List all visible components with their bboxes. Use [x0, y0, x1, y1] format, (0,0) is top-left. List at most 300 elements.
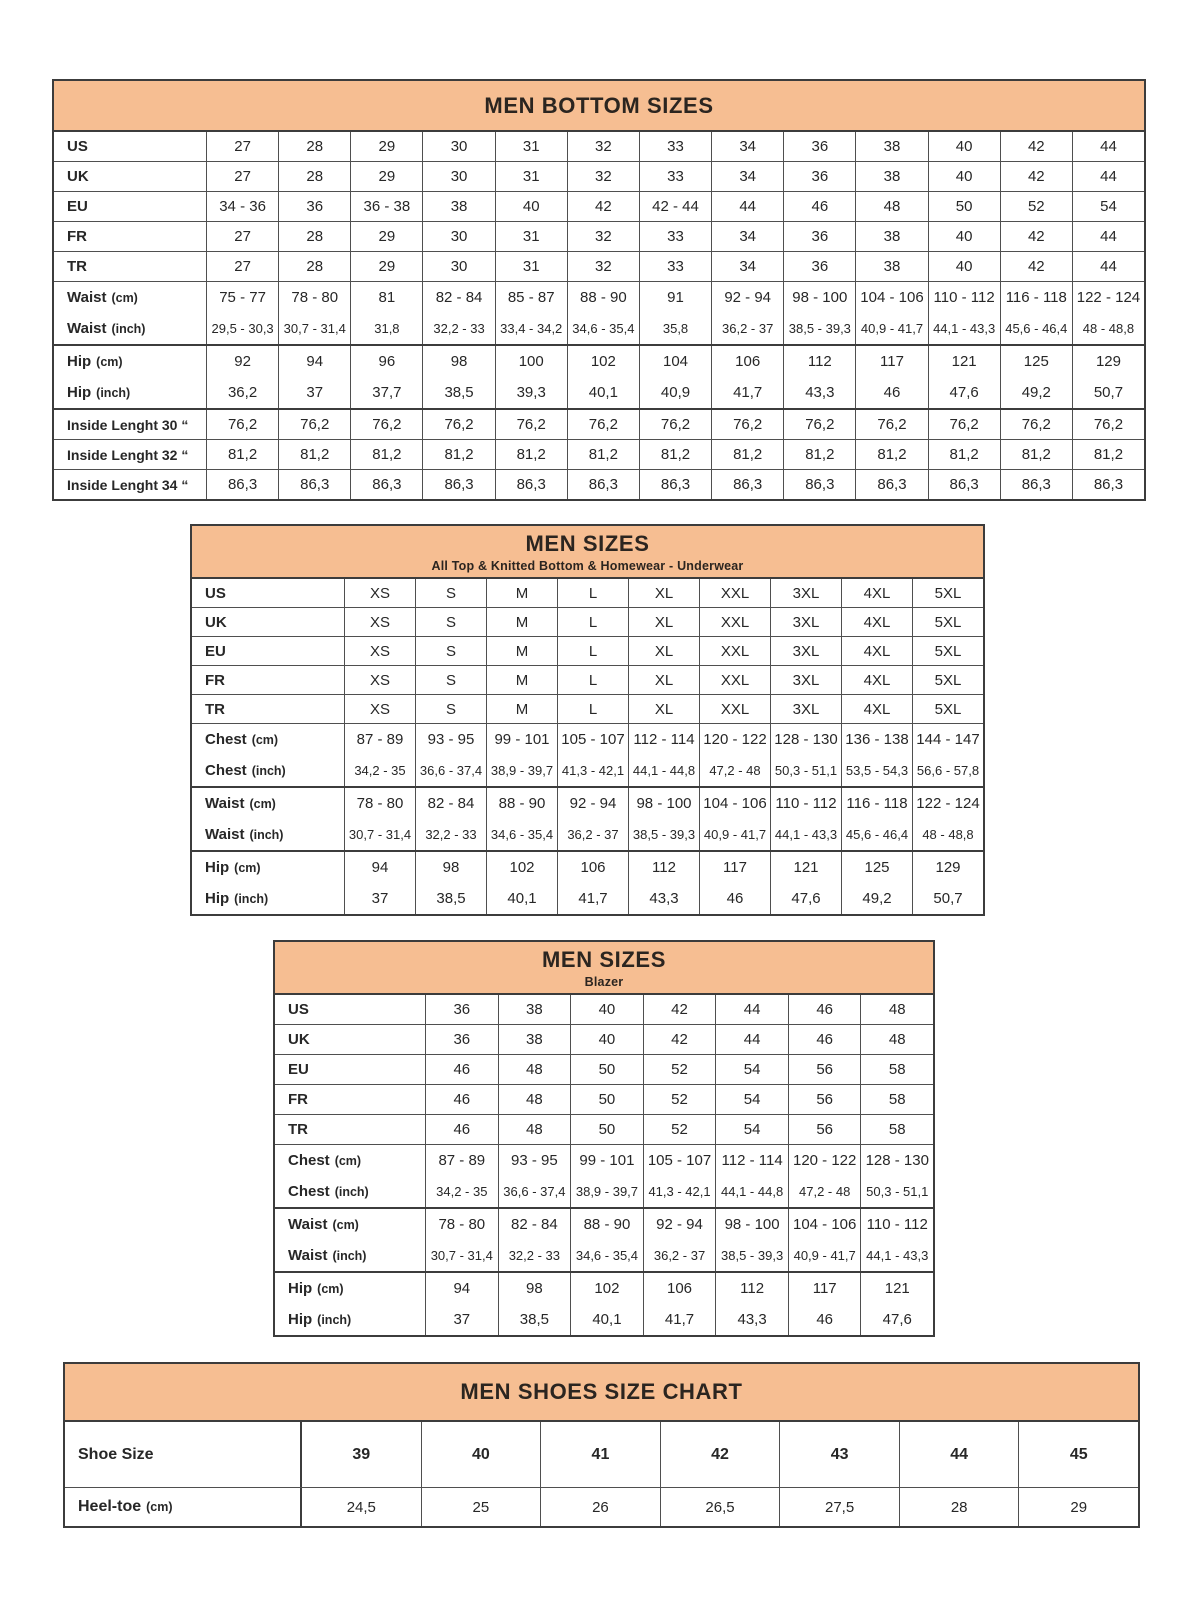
row-label-unit: (inch): [251, 763, 286, 778]
value-cell: 46: [425, 1115, 498, 1144]
table-title: MEN SHOES SIZE CHART: [460, 1379, 743, 1404]
value-cell: 48 - 48,8: [912, 819, 983, 850]
value-cell: 5XL: [912, 666, 983, 694]
value-cell: 43,3: [715, 1304, 788, 1335]
row-label: [54, 252, 206, 281]
value-cell: XXL: [699, 608, 770, 636]
value-cell: 104 - 106: [788, 1209, 861, 1240]
value-cell: 3XL: [770, 608, 841, 636]
value-cell: 5XL: [912, 579, 983, 607]
value-cell: 94: [425, 1273, 498, 1304]
value-cell: 37: [344, 883, 415, 914]
value-cell: 28: [278, 222, 350, 251]
row-group: [192, 666, 983, 695]
row-label-text: Waist: [205, 826, 245, 843]
value-cell: 35,8: [639, 313, 711, 344]
value-cell: 4XL: [841, 637, 912, 665]
row-label: [192, 819, 344, 850]
value-cell: S: [415, 637, 486, 665]
value-cell: XXL: [699, 695, 770, 723]
row-group: [275, 1085, 933, 1115]
value-cell: 58: [860, 1085, 933, 1114]
row-label-text: US: [288, 1001, 309, 1018]
value-cell: 86,3: [1000, 470, 1072, 499]
value-cell: 82 - 84: [415, 788, 486, 819]
value-cell: 48: [498, 1085, 571, 1114]
table-title: MEN SIZES: [542, 946, 666, 972]
row-label-text: Waist: [205, 795, 245, 812]
row-label-unit: (inch): [234, 891, 269, 906]
value-cell: 121: [770, 852, 841, 883]
value-cell: 30: [422, 132, 494, 161]
value-cell: 30: [422, 252, 494, 281]
value-cell: 42: [643, 995, 716, 1024]
row-group: [275, 995, 933, 1025]
row-label: [192, 579, 344, 607]
value-cell: 52: [643, 1085, 716, 1114]
row-label-text: US: [67, 138, 88, 155]
row-label-text: UK: [67, 168, 89, 185]
value-cell: 50,3 - 51,1: [770, 755, 841, 786]
row-label-unit: (cm): [234, 860, 261, 875]
row-label-unit: (inch): [96, 385, 131, 400]
row-group: [192, 695, 983, 724]
value-cell: 92 - 94: [557, 788, 628, 819]
value-cell: 28: [278, 162, 350, 191]
row-label-unit: (cm): [317, 1281, 344, 1296]
value-cell: 28: [278, 132, 350, 161]
value-cell: 4XL: [841, 666, 912, 694]
value-cell: 36 - 38: [350, 192, 422, 221]
value-cell: 87 - 89: [425, 1145, 498, 1176]
row-label-text: FR: [205, 671, 225, 689]
value-cell: 88 - 90: [486, 788, 557, 819]
value-cell: XS: [344, 695, 415, 723]
value-cell: M: [486, 666, 557, 694]
row-label-text: Waist: [67, 320, 107, 337]
row-label: [275, 1273, 425, 1304]
value-cell: 106: [643, 1273, 716, 1304]
value-cell: 117: [855, 346, 927, 377]
row-label-text: Heel-toe: [78, 1498, 142, 1515]
row-label-unit: (cm): [96, 354, 123, 369]
table-row: [275, 1240, 933, 1271]
row-label: [192, 637, 344, 665]
value-cell: 116 - 118: [841, 788, 912, 819]
value-cell: 85 - 87: [495, 282, 567, 313]
value-cell: 76,2: [350, 410, 422, 439]
row-group: [192, 788, 983, 852]
row-label: [192, 852, 344, 883]
value-cell: 45,6 - 46,4: [841, 819, 912, 850]
value-cell: 46: [788, 995, 861, 1024]
value-cell: 43,3: [628, 883, 699, 914]
value-cell: 38: [422, 192, 494, 221]
row-label-unit: (inch): [111, 321, 146, 336]
value-cell: 32,2 - 33: [415, 819, 486, 850]
value-cell: 136 - 138: [841, 724, 912, 755]
value-cell: 46: [788, 1304, 861, 1335]
table-body: [54, 132, 1144, 499]
value-cell: 38,9 - 39,7: [570, 1176, 643, 1207]
row-group: [192, 852, 983, 914]
value-cell: 87 - 89: [344, 724, 415, 755]
row-label-text: Inside Lenght 32 “: [67, 446, 189, 463]
value-cell: 52: [643, 1055, 716, 1084]
value-cell: 106: [557, 852, 628, 883]
value-cell: XS: [344, 579, 415, 607]
row-group: [54, 252, 1144, 282]
table-body: [65, 1422, 1138, 1526]
value-cell: 81,2: [1000, 440, 1072, 469]
value-cell: 38: [498, 1025, 571, 1054]
row-group: [275, 1055, 933, 1085]
value-cell: 36: [783, 162, 855, 191]
value-cell: 26: [540, 1488, 660, 1526]
value-cell: 27: [206, 222, 278, 251]
value-cell: 81,2: [1072, 440, 1144, 469]
value-cell: 48: [855, 192, 927, 221]
value-cell: 30: [422, 222, 494, 251]
table-body: [192, 579, 983, 914]
value-cell: 78 - 80: [278, 282, 350, 313]
value-cell: 144 - 147: [912, 724, 983, 755]
row-label-unit: (cm): [334, 1153, 362, 1168]
value-cell: 36,6 - 37,4: [415, 755, 486, 786]
value-cell: 50,7: [1072, 377, 1144, 408]
value-cell: 34: [711, 132, 783, 161]
row-label-text: FR: [288, 1091, 308, 1108]
row-label: [275, 1115, 425, 1144]
value-cell: 47,6: [860, 1304, 933, 1335]
value-cell: 29: [350, 132, 422, 161]
value-cell: 34,6 - 35,4: [486, 819, 557, 850]
value-cell: 3XL: [770, 637, 841, 665]
row-label-text: Inside Lenght 30 “: [67, 416, 189, 433]
value-cell: 49,2: [1000, 377, 1072, 408]
row-label: [54, 132, 206, 161]
value-cell: 40,1: [567, 377, 639, 408]
value-cell: 98 - 100: [628, 788, 699, 819]
value-cell: 31,8: [350, 313, 422, 344]
value-cell: 98 - 100: [715, 1209, 788, 1240]
row-group: [54, 282, 1144, 346]
value-cell: 94: [278, 346, 350, 377]
table-row: [192, 883, 983, 914]
value-cell: 46: [425, 1055, 498, 1084]
value-cell: 38: [498, 995, 571, 1024]
value-cell: 88 - 90: [570, 1209, 643, 1240]
table-row: [275, 1145, 933, 1176]
value-cell: 32,2 - 33: [498, 1240, 571, 1271]
value-cell: 36: [425, 1025, 498, 1054]
value-cell: 38,9 - 39,7: [486, 755, 557, 786]
value-cell: 43,3: [783, 377, 855, 408]
row-group: [275, 1145, 933, 1209]
value-cell: 40: [928, 222, 1000, 251]
row-label: [65, 1488, 300, 1526]
table-row: [275, 1304, 933, 1335]
value-cell: 91: [639, 282, 711, 313]
value-cell: 98: [415, 852, 486, 883]
value-cell: 129: [912, 852, 983, 883]
value-cell: 46: [425, 1085, 498, 1114]
value-cell: M: [486, 608, 557, 636]
value-cell: 48 - 48,8: [1072, 313, 1144, 344]
value-cell: 102: [486, 852, 557, 883]
table-row: [192, 819, 983, 850]
value-cell: 81: [350, 282, 422, 313]
value-cell: 99 - 101: [570, 1145, 643, 1176]
row-label: [192, 666, 344, 694]
table-row: [192, 608, 983, 636]
value-cell: 34: [711, 222, 783, 251]
row-label-unit: (cm): [251, 732, 279, 747]
row-label: [275, 1055, 425, 1084]
value-cell: 53,5 - 54,3: [841, 755, 912, 786]
value-cell: 44: [1072, 222, 1144, 251]
value-cell: M: [486, 695, 557, 723]
value-cell: 81,2: [928, 440, 1000, 469]
value-cell: 42: [1000, 252, 1072, 281]
table-row: [54, 313, 1144, 344]
table-row: [275, 1209, 933, 1240]
table-header: [54, 81, 1144, 132]
value-cell: 46: [855, 377, 927, 408]
value-cell: 58: [860, 1115, 933, 1144]
row-label: [192, 695, 344, 723]
row-group: [192, 637, 983, 666]
value-cell: 28: [899, 1488, 1019, 1526]
value-cell: 44: [1072, 162, 1144, 191]
value-cell: 46: [699, 883, 770, 914]
value-cell: XXL: [699, 637, 770, 665]
value-cell: 76,2: [1000, 410, 1072, 439]
table-header: [275, 942, 933, 995]
row-label: [275, 1025, 425, 1054]
value-cell: 42: [643, 1025, 716, 1054]
value-cell: 40,1: [486, 883, 557, 914]
row-label-text: Waist: [288, 1247, 328, 1264]
value-cell: 86,3: [495, 470, 567, 499]
row-group: [54, 222, 1144, 252]
table-row: [275, 1176, 933, 1207]
value-cell: XL: [628, 695, 699, 723]
value-cell: 46: [783, 192, 855, 221]
value-cell: 78 - 80: [344, 788, 415, 819]
row-group: [65, 1422, 1138, 1488]
value-cell: 76,2: [278, 410, 350, 439]
value-cell: 112 - 114: [715, 1145, 788, 1176]
value-cell: 102: [570, 1273, 643, 1304]
row-label-text: Waist: [288, 1216, 328, 1233]
value-cell: 56: [788, 1115, 861, 1144]
value-cell: 25: [421, 1488, 541, 1526]
value-cell: 125: [841, 852, 912, 883]
value-cell: 30: [422, 162, 494, 191]
value-cell: 29: [350, 222, 422, 251]
value-cell: 33: [639, 132, 711, 161]
table-row: [192, 755, 983, 786]
value-cell: 88 - 90: [567, 282, 639, 313]
value-cell: 38,5 - 39,3: [783, 313, 855, 344]
value-cell: 36: [783, 252, 855, 281]
value-cell: 86,3: [206, 470, 278, 499]
value-cell: 30,7 - 31,4: [278, 313, 350, 344]
value-cell: L: [557, 608, 628, 636]
table-row: [275, 1025, 933, 1054]
row-group: [54, 192, 1144, 222]
value-cell: 106: [711, 346, 783, 377]
value-cell: 117: [699, 852, 770, 883]
value-cell: 98: [422, 346, 494, 377]
row-label: [54, 192, 206, 221]
value-cell: 40: [928, 132, 1000, 161]
value-cell: 76,2: [855, 410, 927, 439]
value-cell: 112: [715, 1273, 788, 1304]
table-row: [54, 377, 1144, 408]
row-label-unit: (cm): [111, 290, 138, 305]
value-cell: XL: [628, 579, 699, 607]
row-label-unit: (inch): [334, 1184, 369, 1199]
value-cell: 92 - 94: [711, 282, 783, 313]
table-header: [192, 526, 983, 579]
table-row: [192, 852, 983, 883]
value-cell: 26,5: [660, 1488, 780, 1526]
value-cell: 49,2: [841, 883, 912, 914]
value-cell: 120 - 122: [699, 724, 770, 755]
row-label: [54, 346, 206, 377]
value-cell: M: [486, 637, 557, 665]
value-cell: 40: [570, 1025, 643, 1054]
value-cell: 37: [278, 377, 350, 408]
value-cell: L: [557, 579, 628, 607]
row-label-unit: (inch): [317, 1312, 352, 1327]
value-cell: 40,9 - 41,7: [699, 819, 770, 850]
row-group: [275, 1209, 933, 1273]
value-cell: 40,9 - 41,7: [788, 1240, 861, 1271]
row-group: [54, 346, 1144, 410]
row-label: [192, 755, 344, 786]
table-row: [192, 695, 983, 723]
table-row: [275, 995, 933, 1024]
value-cell: 93 - 95: [415, 724, 486, 755]
table-row: [275, 1055, 933, 1084]
value-cell: 40: [570, 995, 643, 1024]
value-cell: 76,2: [422, 410, 494, 439]
value-cell: 29,5 - 30,3: [206, 313, 278, 344]
value-cell: 38: [855, 222, 927, 251]
value-cell: 34,6 - 35,4: [567, 313, 639, 344]
value-cell: 48: [498, 1115, 571, 1144]
value-cell: 36,2 - 37: [557, 819, 628, 850]
row-label-text: Hip: [67, 353, 92, 370]
value-cell: 41,3 - 42,1: [557, 755, 628, 786]
value-cell: 81,2: [422, 440, 494, 469]
row-label: [275, 1176, 425, 1207]
row-label: [54, 410, 206, 439]
table-row: [54, 222, 1144, 251]
row-group: [275, 1273, 933, 1335]
value-cell: 52: [1000, 192, 1072, 221]
value-cell: 5XL: [912, 608, 983, 636]
value-cell: 31: [495, 222, 567, 251]
value-cell: 44: [1072, 132, 1144, 161]
value-cell: 34: [711, 252, 783, 281]
row-group: [192, 724, 983, 788]
value-cell: 27: [206, 162, 278, 191]
value-cell: 50: [570, 1055, 643, 1084]
value-cell: 112: [628, 852, 699, 883]
row-group: [275, 1025, 933, 1055]
value-cell: 38: [855, 132, 927, 161]
value-cell: 121: [928, 346, 1000, 377]
value-cell: 38,5: [422, 377, 494, 408]
value-cell: 36: [278, 192, 350, 221]
value-cell: 24,5: [300, 1488, 421, 1526]
row-label-unit: (cm): [332, 1217, 359, 1232]
value-cell: 52: [643, 1115, 716, 1144]
value-cell: 81,2: [350, 440, 422, 469]
row-label-text: EU: [205, 642, 226, 660]
row-label: [192, 724, 344, 755]
value-cell: 34,2 - 35: [425, 1176, 498, 1207]
row-label-unit: (inch): [249, 827, 284, 842]
row-group: [54, 162, 1144, 192]
value-cell: 34 - 36: [206, 192, 278, 221]
value-cell: S: [415, 695, 486, 723]
value-cell: 29: [350, 252, 422, 281]
value-cell: 76,2: [495, 410, 567, 439]
value-cell: 76,2: [639, 410, 711, 439]
table-row: [54, 162, 1144, 191]
value-cell: 82 - 84: [498, 1209, 571, 1240]
value-cell: 81,2: [639, 440, 711, 469]
value-cell: 104 - 106: [699, 788, 770, 819]
table-row: [275, 1085, 933, 1114]
value-cell: 50: [570, 1115, 643, 1144]
value-cell: 30,7 - 31,4: [344, 819, 415, 850]
value-cell: 40,9 - 41,7: [855, 313, 927, 344]
value-cell: 117: [788, 1273, 861, 1304]
value-cell: 36,2: [206, 377, 278, 408]
value-cell: XXL: [699, 579, 770, 607]
value-cell: 32: [567, 222, 639, 251]
value-cell: 42: [567, 192, 639, 221]
table-body: [275, 995, 933, 1335]
value-cell: 98 - 100: [783, 282, 855, 313]
row-group: [54, 132, 1144, 162]
value-cell: L: [557, 666, 628, 694]
value-cell: 56: [788, 1085, 861, 1114]
value-cell: 81,2: [495, 440, 567, 469]
value-cell: 36: [425, 995, 498, 1024]
value-cell: 32: [567, 132, 639, 161]
value-cell: 96: [350, 346, 422, 377]
row-label: [65, 1422, 300, 1487]
value-cell: L: [557, 637, 628, 665]
row-label-text: Hip: [288, 1311, 313, 1328]
value-cell: 100: [495, 346, 567, 377]
value-cell: 44: [715, 1025, 788, 1054]
value-cell: 42: [1000, 162, 1072, 191]
table-row: [54, 346, 1144, 377]
row-label-text: Hip: [288, 1280, 313, 1297]
value-cell: 41,7: [557, 883, 628, 914]
value-cell: 40: [928, 162, 1000, 191]
table-row: [54, 132, 1144, 161]
row-label-unit: (inch): [332, 1248, 367, 1263]
